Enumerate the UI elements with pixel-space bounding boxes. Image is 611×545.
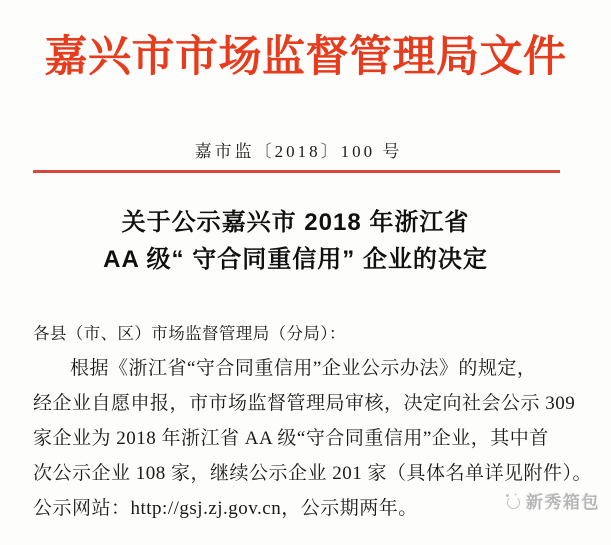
red-divider-line [33, 170, 560, 173]
document-number: 嘉市监〔2018〕100 号 [194, 142, 403, 161]
salutation-line: 各县（市、区）市场监督管理局（分局）： [33, 324, 346, 343]
brand-logo-icon [506, 494, 521, 508]
body-line-website: 公示网站：http://gsj.zj.gov.cn，公示期两年。 [33, 498, 418, 519]
watermark-label: 新秀箱包 [526, 493, 600, 512]
body-line: 家企业为 2018 年浙江省 AA 级“守合同重信用”企业，其中首 [33, 428, 549, 449]
body-line: 经企业自愿申报，市市场监督管理局审核，决定向社会公示 309 [33, 393, 576, 414]
document-title [0, 204, 591, 278]
agency-header-title: 嘉兴市市场监督管理局文件 [44, 33, 567, 81]
watermark [506, 488, 600, 513]
document-title-line2: AA 级“ 守合同重信用” 企业的决定 [103, 246, 488, 273]
document-title-line1: 关于公示嘉兴市 2018 年浙江省 [121, 209, 470, 236]
body-line: 根据《浙江省“守合同重信用”企业公示办法》的规定， [70, 358, 537, 379]
body-line: 次公示企业 108 家，继续公示企业 201 家（具体名单详见附件）。 [33, 463, 593, 484]
